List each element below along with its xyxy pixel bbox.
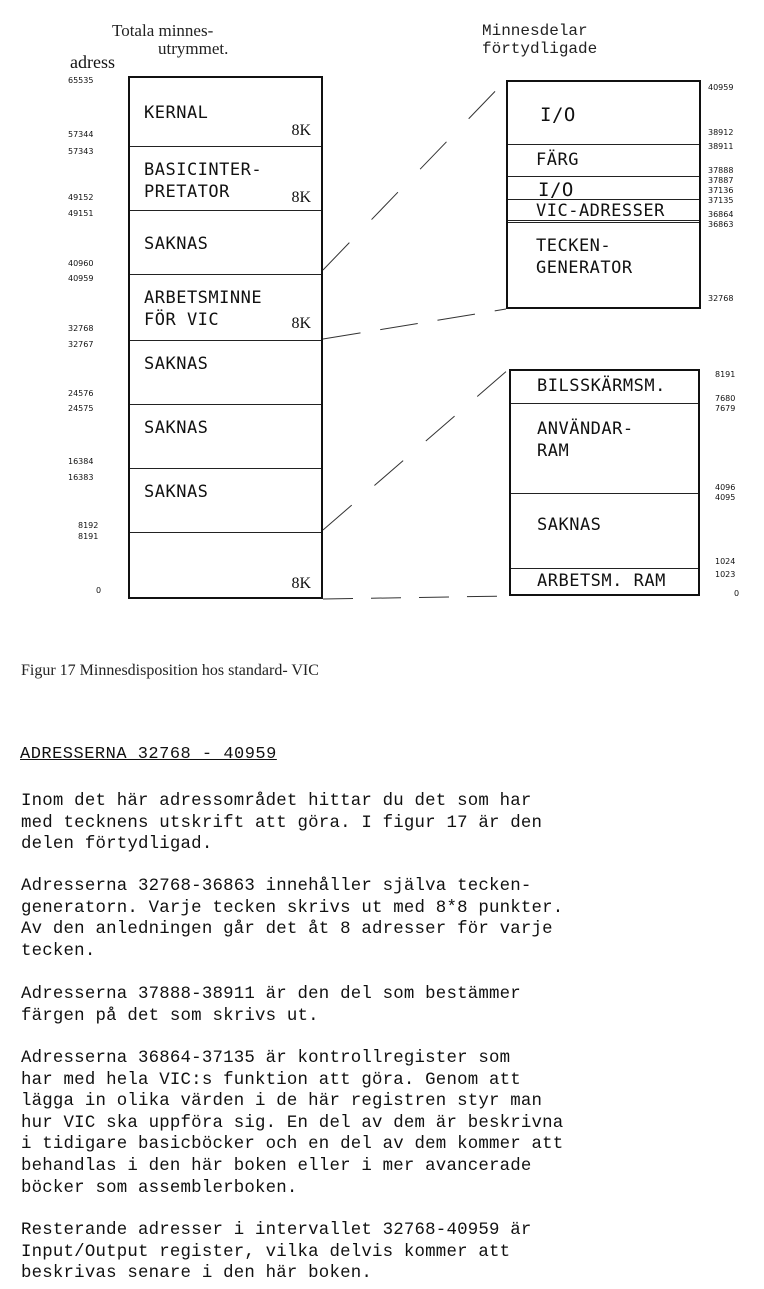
connector-lines xyxy=(0,0,764,620)
tick-label: 32768 xyxy=(708,294,734,303)
segment-label: TECKEN- GENERATOR xyxy=(536,236,633,278)
paragraph: Resterande adresser i intervallet 32768-40959 är Input/Output register, vilka delvis kommer att beskrivas senare i den här boken. xyxy=(21,1221,532,1284)
left-header-line-2: utrymmet. xyxy=(158,39,229,58)
right-header-line-1: Minnesdelar xyxy=(482,22,588,40)
tick-label: 49151 xyxy=(68,209,94,218)
segment-label: VIC-ADRESSER xyxy=(536,201,665,221)
tick-label: 49152 xyxy=(68,193,94,202)
segment-label: BILSSKÄRMSM. xyxy=(537,376,666,396)
segment-label: SAKNAS xyxy=(144,418,209,438)
segment-label: SAKNAS xyxy=(144,234,209,254)
tick-label: 8191 xyxy=(715,370,736,379)
segment-label: BASICINTER- PRETATOR xyxy=(144,160,263,202)
segment-label: I/O xyxy=(538,179,574,201)
segment-label: I/O xyxy=(540,104,576,126)
tick-label: 40959 xyxy=(68,274,94,283)
tick-label: 40960 xyxy=(68,259,94,268)
tick-label: 36864 xyxy=(708,210,734,219)
paragraph: Adresserna 36864-37135 är kontrollregister som har med hela VIC:s funktion att göra. Genom att lägga in olika värden i de här registren styr man hur VIC ska uppföra sig. En del av dem är beskrivna i tidigare basicböcker och en del av dem kommer att behandlas i den här boken eller i mer avancerade böcker som assemblerboken. xyxy=(21,1049,564,1198)
segment-label: SAKNAS xyxy=(144,354,209,374)
figure-caption: Figur 17 Minnesdisposition hos standard- VIC xyxy=(21,662,319,679)
tick-label: 8192 xyxy=(78,521,99,530)
tick-label: 32768 xyxy=(68,324,94,333)
tick-label: 37136 xyxy=(708,186,734,195)
connector-bottom-lower xyxy=(323,596,509,599)
segment-label: FÄRG xyxy=(536,150,579,170)
tick-label: 32767 xyxy=(68,340,94,349)
tick-label: 16383 xyxy=(68,473,94,482)
section-title: ADRESSERNA 32768 - 40959 xyxy=(20,745,277,764)
connector-top-lower xyxy=(323,309,506,339)
tick-label: 4096 xyxy=(715,483,736,492)
tick-label: 1024 xyxy=(715,557,736,566)
connector-bottom-upper xyxy=(323,369,509,530)
paragraph: Inom det här adressområdet hittar du det som har med tecknens utskrift att göra. I figur 17 är den delen förtydligad. xyxy=(21,792,543,855)
segment-size: 8K xyxy=(291,122,311,139)
segment-size: 8K xyxy=(291,575,311,592)
segment-label: ARBETSM. RAM xyxy=(537,571,666,591)
tick-label: 40959 xyxy=(708,83,734,92)
tick-label: 38912 xyxy=(708,128,734,137)
tick-label: 7680 xyxy=(715,394,736,403)
tick-label: 0 xyxy=(96,586,102,595)
segment-size: 8K xyxy=(291,189,311,206)
tick-label: 1023 xyxy=(715,570,736,579)
tick-label: 38911 xyxy=(708,142,734,151)
segment-label: ANVÄNDAR- RAM xyxy=(537,419,634,461)
tick-label: 37888 xyxy=(708,166,734,175)
tick-label: 37887 xyxy=(708,176,734,185)
tick-label: 65535 xyxy=(68,76,94,85)
paragraph: Adresserna 37888-38911 är den del som bestämmer färgen på det som skrivs ut. xyxy=(21,985,521,1026)
segment-label: SAKNAS xyxy=(537,515,602,535)
tick-label: 24575 xyxy=(68,404,94,413)
address-label: adress xyxy=(70,52,115,72)
tick-label: 16384 xyxy=(68,457,94,466)
right-header-line-2: förtydligade xyxy=(482,40,598,58)
segment-label: ARBETSMINNE FÖR VIC xyxy=(144,288,263,330)
paragraph: Adresserna 32768-36863 innehåller själva tecken- generatorn. Varje tecken skrivs ut med 8*8 punkter. Av den anledningen går det åt 8 adresser för varje tecken. xyxy=(21,877,564,961)
connector-top-upper xyxy=(323,80,506,270)
left-header-line-1: Totala minnes- xyxy=(112,21,214,40)
tick-label: 36863 xyxy=(708,220,734,229)
tick-label: 4095 xyxy=(715,493,736,502)
tick-label: 37135 xyxy=(708,196,734,205)
tick-label: 8191 xyxy=(78,532,99,541)
tick-label: 57343 xyxy=(68,147,94,156)
tick-label: 0 xyxy=(734,589,740,598)
tick-label: 7679 xyxy=(715,404,736,413)
tick-label: 24576 xyxy=(68,389,94,398)
segment-size: 8K xyxy=(291,315,311,332)
segment-label: SAKNAS xyxy=(144,482,209,502)
segment-label: KERNAL xyxy=(144,103,209,123)
tick-label: 57344 xyxy=(68,130,94,139)
